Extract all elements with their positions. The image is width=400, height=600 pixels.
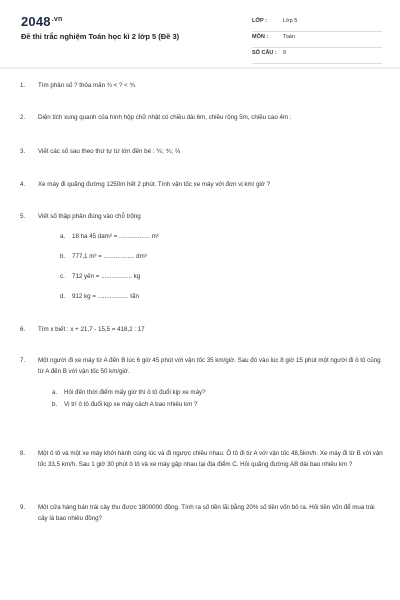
meta-value: Toán: [283, 34, 295, 40]
item-text: 777,1 m³ = .................. dm³: [72, 253, 147, 260]
logo-suffix: .vn: [51, 16, 63, 23]
question-text: Một cửa hàng bán trái cây thu được 1800000 đồng. Tính ra số tiền lãi bằng 20% số tiền vốn bỏ ra. Hỏi tiền vốn để mua trái cây là bao nhiêu đồng?: [38, 504, 375, 522]
meta-label: MÔN :: [252, 34, 269, 40]
q5-item-d: [60, 291, 139, 302]
q5-item-a: [60, 231, 159, 242]
logo-main: 2048: [21, 14, 51, 29]
meta-value: Lớp 5: [283, 18, 298, 24]
page-title: Đề thi trắc nghiệm Toán học kì 2 lớp 5 (Đề 3): [21, 32, 180, 41]
question-number: 6.: [20, 326, 26, 333]
meta-value: 9: [283, 50, 287, 56]
question-number: 5.: [20, 213, 26, 220]
site-logo[interactable]: [21, 14, 63, 29]
question-number: 2.: [20, 114, 26, 121]
q7-item-b: [52, 399, 197, 410]
item-letter: a.: [52, 389, 58, 396]
meta-label: LỚP :: [252, 18, 267, 24]
question-text: Diện tích xung quanh của hình hộp chữ nhật có chiều dài 6m, chiều rộng 5m, chiều cao 4m :: [38, 114, 292, 121]
q5-item-b: [60, 251, 147, 262]
question-number: 9.: [20, 504, 26, 511]
item-text: 18 ha 45 dam² = .................. m²: [72, 233, 159, 240]
question-number: 8.: [20, 450, 26, 457]
question-number: 7.: [20, 357, 26, 364]
question-text: Xe máy đi quãng đường 1250m hết 2 phút. Tính vận tốc xe máy với đơn vị km/ giờ ?: [38, 181, 271, 188]
item-text: Vị trí ô tô đuổi kịp xe máy cách A bao nhiêu km ?: [64, 401, 198, 408]
meta-row-subject: [252, 32, 382, 48]
q5-item-c: [60, 271, 140, 282]
item-letter: b.: [52, 401, 58, 408]
question-text: Tìm phân số ? thỏa mãn ¾ < ? < ⅘: [38, 82, 136, 89]
question-number: 1.: [20, 82, 26, 89]
question-text: Viết số thập phân đúng vào chỗ trống: [38, 213, 141, 220]
meta-row-class: [252, 16, 382, 32]
q7-item-a: [52, 387, 206, 398]
header-divider: [0, 67, 400, 69]
question-number: 3.: [20, 148, 26, 155]
exam-meta: [252, 16, 382, 64]
question-number: 4.: [20, 181, 26, 188]
item-text: 912 kg = .................. tấn: [72, 293, 139, 300]
item-text: Hỏi đến thời điểm mấy giờ thì ô tô đuổi kịp xe máy?: [64, 389, 206, 396]
meta-row-count: [252, 48, 382, 64]
item-letter: a.: [60, 233, 66, 240]
header: [0, 0, 400, 74]
item-letter: c.: [60, 273, 65, 280]
question-text: Một ô tô và một xe máy khởi hành cùng lúc và đi ngược chiều nhau. Ô tô đi từ A với vận tốc 48,5km/h. Xe máy đi từ B với vận tốc 33,5 km/h. Sau 1 giờ 30 phút ô tô và xe máy gặp nhau tại địa điểm C. Hỏi quãng đường AB dài bao nhiêu km ?: [38, 450, 383, 468]
item-letter: d.: [60, 293, 66, 300]
question-text: Một người đi xe máy từ A đến B lúc 6 giờ 45 phút với vận tốc 35 km/giờ. Sau đó vào lúc 8 giờ 15 phút một người đi ô tô cũng từ A đến B với vận tốc 50 km/giờ.: [38, 357, 381, 375]
item-text: 712 yến = .................. kg: [72, 273, 141, 280]
item-letter: b.: [60, 253, 66, 260]
meta-label: SỐ CÂU :: [252, 50, 277, 56]
question-text: Tìm x biết : x + 21,7 - 15,5 = 418,2 : 17: [38, 326, 145, 333]
question-text: Viết các số sau theo thứ tự từ lớn đến bé : ⅗; ⅘; ⅔: [38, 148, 181, 155]
